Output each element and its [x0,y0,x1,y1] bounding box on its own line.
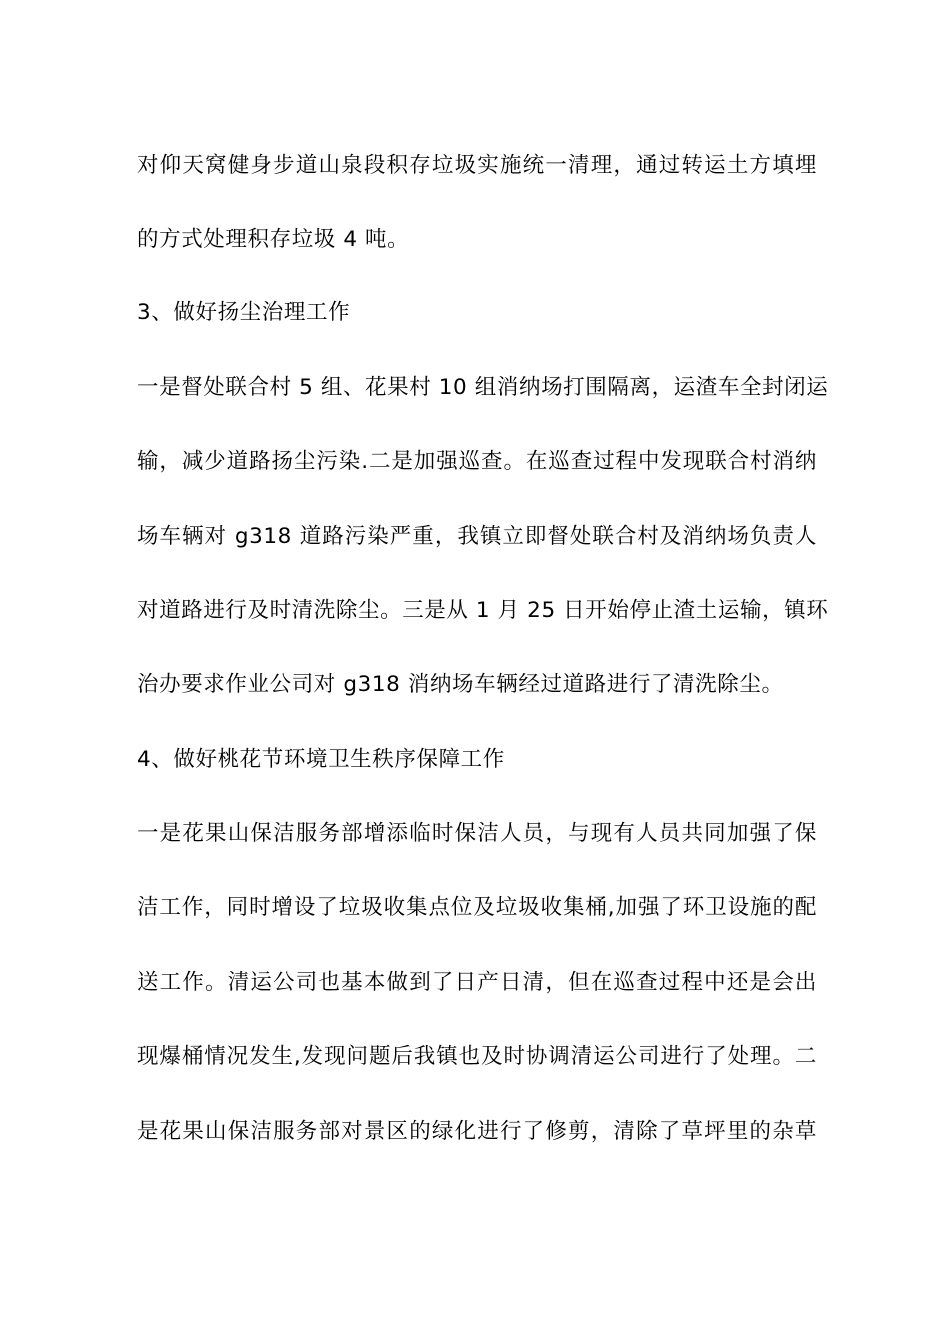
paragraph-line: 对道路进行及时清洗除尘。三是从 1 月 25 日开始停止渣土运输，镇环 [137,598,829,623]
paragraph-line: 对仰天窝健身步道山泉段积存垃圾实施统一清理，通过转运土方填埋 [137,153,817,178]
paragraph-line: 送工作。清运公司也基本做到了日产日清，但在巡查过程中还是会出 [137,970,817,995]
paragraph-line: 场车辆对 g318 道路污染严重，我镇立即督处联合村及消纳场负责人 [137,524,817,549]
paragraph-line: 一是督处联合村 5 组、花果村 10 组消纳场打围隔离，运渣车全封闭运 [137,375,829,400]
paragraph-line: 一是花果山保洁服务部增添临时保洁人员，与现有人员共同加强了保 [137,821,817,846]
section-heading: 4、做好桃花节环境卫生秩序保障工作 [137,747,505,772]
paragraph-line: 输，减少道路扬尘污染.二是加强巡查。在巡查过程中发现联合村消纳 [137,449,817,474]
section-heading: 3、做好扬尘治理工作 [137,300,351,325]
paragraph-line: 现爆桶情况发生,发现问题后我镇也及时协调清运公司进行了处理。二 [137,1044,817,1069]
paragraph-line: 是花果山保洁服务部对景区的绿化进行了修剪，清除了草坪里的杂草 [137,1119,817,1144]
paragraph-line: 治办要求作业公司对 g318 消纳场车辆经过道路进行了清洗除尘。 [137,672,784,697]
paragraph-line: 洁工作，同时增设了垃圾收集点位及垃圾收集桶,加强了环卫设施的配 [137,895,817,920]
paragraph-line: 的方式处理积存垃圾 4 吨。 [137,227,410,252]
